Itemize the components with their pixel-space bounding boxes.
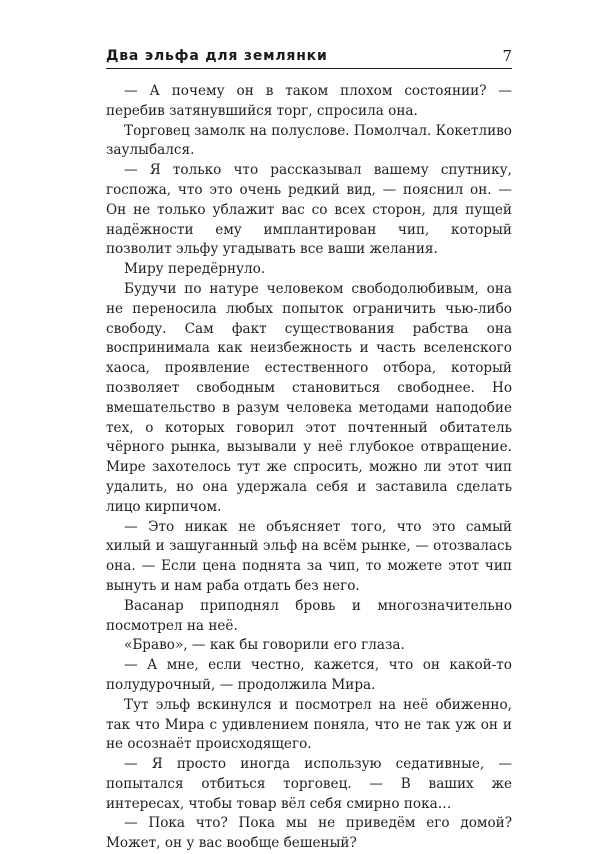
paragraph: Будучи по натуре человеком свободолюбивым, она не переносила любых попыток ограничить чью-либо свободу. Сам факт существования рабства она воспринимала как неизбежность и часть вселенского хаоса, проявление естественного отбора, который позволяет свободным становиться свободнее. Но вмешательство в разум человека методами наподобие тех, о которых говорил этот почтенный обитатель чёрного рынка, вызывали у неё глубокое отвращение. Мире захотелось тут же спросить, можно ли этот чип удалить, но она удержала себя и заставила сделать лицо кирпичом. — [106, 280, 512, 515]
paragraph: — Пока что? Пока мы не приведём его домой? Может, он у вас вообще бешеный? — [106, 815, 512, 852]
body-text — [106, 82, 512, 854]
paragraph: «Браво», — как бы говорили его глаза. — [124, 637, 405, 654]
paragraph: — Я только что рассказывал вашему спутнику, госпожа, что это очень редкий вид, — пояснил он. — Он не только ублажит вас со всех сторон, для пущей надёжности ему имплантирован чип, который позволит эльфу угадывать все ваши желания. — [106, 162, 512, 258]
paragraph: Миру передёрнуло. — [124, 261, 266, 278]
page-number: 7 — [502, 47, 512, 65]
running-head — [106, 40, 512, 69]
paragraph: Тут эльф вскинулся и посмотрел на неё обиженно, так что Мира с удивлением поняла, что не так уж он и не осознаёт происходящего. — [106, 696, 512, 753]
running-title: Два эльфа для землянки — [106, 48, 328, 64]
paragraph: Торговец замолк на полуслове. Помолчал. Кокетливо заулыбался. — [106, 122, 512, 159]
paragraph: Васанар приподнял бровь и многозначительно посмотрел на неё. — [106, 597, 512, 634]
paragraph: — А мне, если честно, кажется, что он какой-то полудурочный, — продолжила Мира. — [106, 657, 512, 693]
paragraph: — А почему он в таком плохом состоянии? — перебив затянувшийся торг, спросила она. — [106, 83, 512, 119]
paragraph: — Это никак не объясняет того, что это самый хилый и зашуганный эльф на всём рынке, — отозвалась она. — Если цена поднята за чип, то можете этот чип вынуть и нам раба отдать без него. — [106, 518, 512, 594]
paragraph: — Я просто иногда использую седативные, — попытался отбиться торговец. — В ваших же интересах, чтобы товар вёл себя смирно пока… — [106, 756, 512, 812]
